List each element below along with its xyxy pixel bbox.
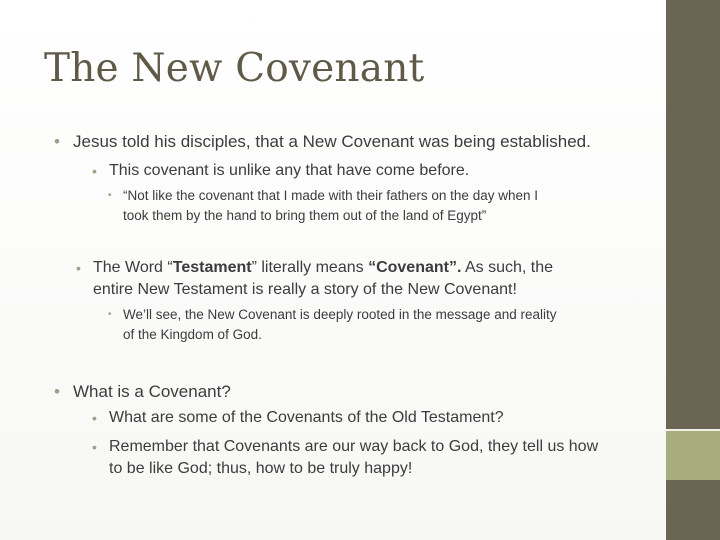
bullet-dot: • — [92, 439, 97, 455]
bullet-text-line: Remember that Covenants are our way back to God, they tell us how — [109, 438, 599, 455]
bullet-level3 — [108, 186, 538, 226]
decorative-sidebar — [666, 0, 720, 540]
bullet-text-line: entire New Testament is really a story of the New Covenant! — [93, 281, 517, 298]
bullet-level1 — [54, 381, 231, 403]
bullet-text: What are some of the Covenants of the Old Testament? — [109, 409, 504, 426]
bullet-text: This covenant is unlike any that have come before. — [109, 162, 470, 179]
bullet-text-bold: Testament — [172, 259, 252, 276]
bullet-text: Jesus told his disciples, that a New Covenant was being established. — [73, 132, 591, 151]
bullet-text-part: The Word “ — [93, 259, 173, 276]
bullet-text-bold: “Covenant”. — [368, 259, 462, 276]
bullet-dot: • — [92, 410, 97, 426]
bullet-dot: • — [108, 190, 112, 201]
bullet-text-part: ” literally means — [251, 259, 369, 276]
bullet-text-line — [93, 257, 553, 279]
bullet-dot: • — [54, 382, 60, 401]
bullet-dot: • — [92, 163, 97, 179]
bullet-level3 — [108, 305, 557, 345]
bullet-level2 — [76, 257, 554, 301]
bullet-dot: • — [54, 132, 60, 151]
bullet-level2 — [92, 160, 470, 182]
bullet-dot: • — [76, 260, 81, 276]
bullet-text-line: of the Kingdom of God. — [123, 327, 262, 342]
sidebar-accent-block — [666, 431, 720, 480]
bullet-level1 — [54, 131, 591, 153]
bullet-text-part: As such, the — [461, 259, 554, 276]
bullet-text-line: We’ll see, the New Covenant is deeply rooted in the message and reality — [123, 307, 557, 322]
bullet-level2 — [92, 436, 599, 480]
bullet-level2 — [92, 407, 504, 429]
bullet-text-line: took them by the hand to bring them out of the land of Egypt” — [123, 208, 487, 223]
bullet-text-line: to be like God; thus, how to be truly happy! — [109, 460, 413, 477]
bullet-dot: • — [108, 309, 112, 320]
bullet-text: What is a Covenant? — [73, 382, 231, 401]
bullet-text-line: “Not like the covenant that I made with their fathers on the day when I — [123, 188, 538, 203]
slide-title: The New Covenant — [44, 46, 425, 91]
